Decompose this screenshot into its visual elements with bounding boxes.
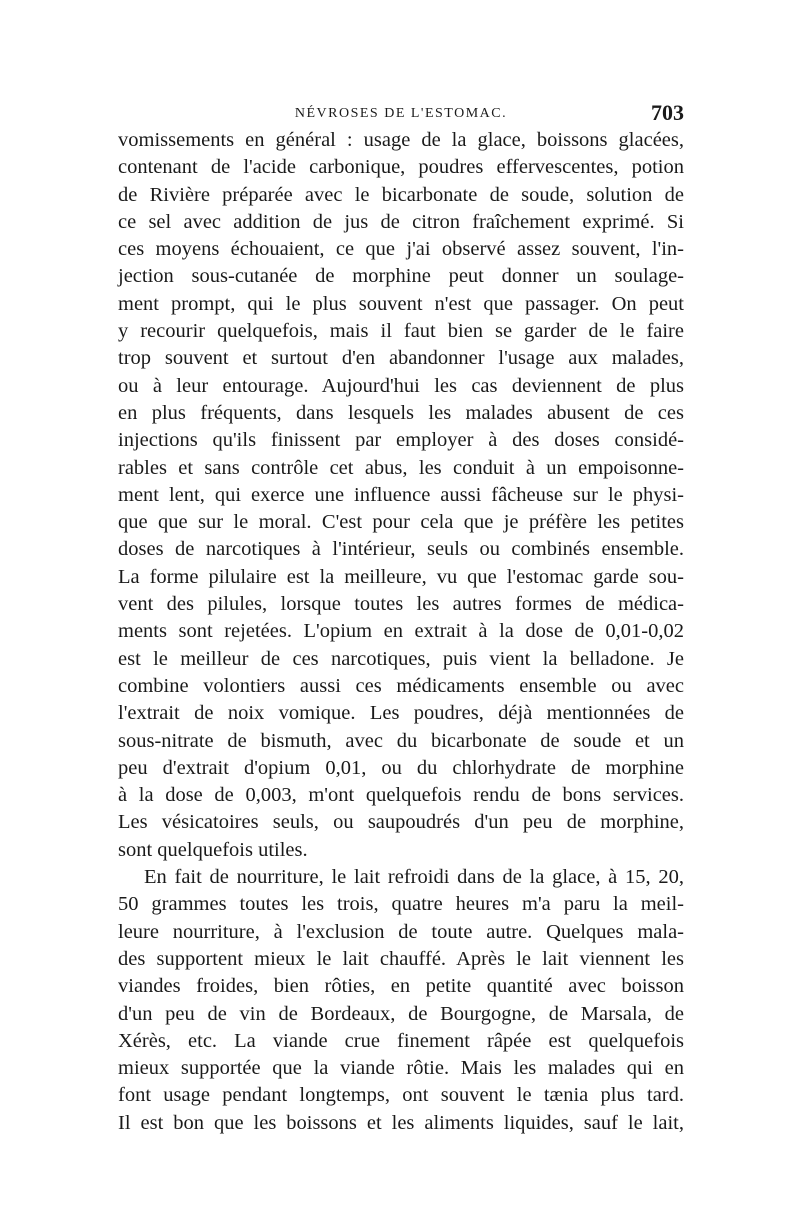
text-line: l'extrait de noix vomique. Les poudres, déjà mentionnées de	[118, 702, 684, 725]
text-line: sous-nitrate de bismuth, avec du bicarbonate de soude et un	[118, 729, 684, 752]
text-line: contenant de l'acide carbonique, poudres effervescentes, potion	[118, 156, 684, 179]
text-line: jection sous-cutanée de morphine peut donner un soulage-	[118, 265, 684, 288]
text-line: 50 grammes toutes les trois, quatre heures m'a paru la meil-	[118, 893, 684, 916]
text-line: Xérès, etc. La viande crue finement râpée est quelquefois	[118, 1029, 684, 1052]
text-line: de Rivière préparée avec le bicarbonate de soude, solution de	[118, 183, 684, 206]
text-line: ces moyens échouaient, ce que j'ai observé assez souvent, l'in-	[118, 238, 684, 261]
text-line: ment prompt, qui le plus souvent n'est que passager. On peut	[118, 292, 684, 315]
text-line: leure nourriture, à l'exclusion de toute autre. Quelques mala-	[118, 920, 684, 943]
text-line: mieux supportée que la viande rôtie. Mais les malades qui en	[118, 1057, 684, 1080]
body-text	[118, 127, 684, 1137]
text-line: Il est bon que les boissons et les aliments liquides, sauf le lait,	[118, 1111, 684, 1134]
text-line: des supportent mieux le lait chauffé. Après le lait viennent les	[118, 947, 684, 970]
text-line: injections qu'ils finissent par employer à des doses considé-	[118, 429, 684, 452]
text-line: vent des pilules, lorsque toutes les autres formes de médica-	[118, 593, 684, 616]
running-title: NÉVROSES DE L'ESTOMAC.	[294, 106, 508, 121]
text-line: d'un peu de vin de Bordeaux, de Bourgogne, de Marsala, de	[118, 1002, 684, 1025]
text-line: rables et sans contrôle cet abus, les conduit à un empoisonne-	[118, 456, 684, 479]
text-line: La forme pilulaire est la meilleure, vu que l'estomac garde sou-	[118, 565, 684, 588]
text-line: combine volontiers aussi ces médicaments ensemble ou avec	[118, 674, 684, 697]
page-header	[118, 100, 684, 124]
text-line: trop souvent et surtout d'en abandonner l'usage aux malades,	[118, 347, 684, 370]
text-line: ment lent, qui exerce une influence aussi fâcheuse sur le physi-	[118, 483, 684, 506]
text-line: est le meilleur de ces narcotiques, puis vient la belladone. Je	[118, 647, 684, 670]
text-line: peu d'extrait d'opium 0,01, ou du chlorhydrate de morphine	[118, 756, 684, 779]
text-line: à la dose de 0,003, m'ont quelquefois rendu de bons services.	[118, 784, 684, 807]
paragraph-start-line: En fait de nourriture, le lait refroidi dans de la glace, à 15, 20,	[144, 866, 684, 889]
text-line: font usage pendant longtemps, ont souvent le tænia plus tard.	[118, 1084, 684, 1107]
text-line: que que sur le moral. C'est pour cela que je préfère les petites	[118, 511, 684, 534]
text-line: ou à leur entourage. Aujourd'hui les cas deviennent de plus	[118, 374, 684, 397]
text-line: ments sont rejetées. L'opium en extrait à la dose de 0,01-0,02	[118, 620, 684, 643]
paragraph-end-line: sont quelquefois utiles.	[118, 838, 308, 861]
text-line: en plus fréquents, dans lesquels les malades abusent de ces	[118, 401, 684, 424]
page-number: 703	[651, 100, 684, 125]
text-line: vomissements en général : usage de la glace, boissons glacées,	[118, 129, 684, 151]
text-line: y recourir quelquefois, mais il faut bien se garder de le faire	[118, 320, 684, 343]
text-line: viandes froides, bien rôties, en petite quantité avec boisson	[118, 975, 684, 998]
text-line: ce sel avec addition de jus de citron fraîchement exprimé. Si	[118, 210, 684, 233]
text-line: doses de narcotiques à l'intérieur, seuls ou combinés ensemble.	[118, 538, 684, 561]
text-line: Les vésicatoires seuls, ou saupoudrés d'un peu de morphine,	[118, 811, 684, 834]
